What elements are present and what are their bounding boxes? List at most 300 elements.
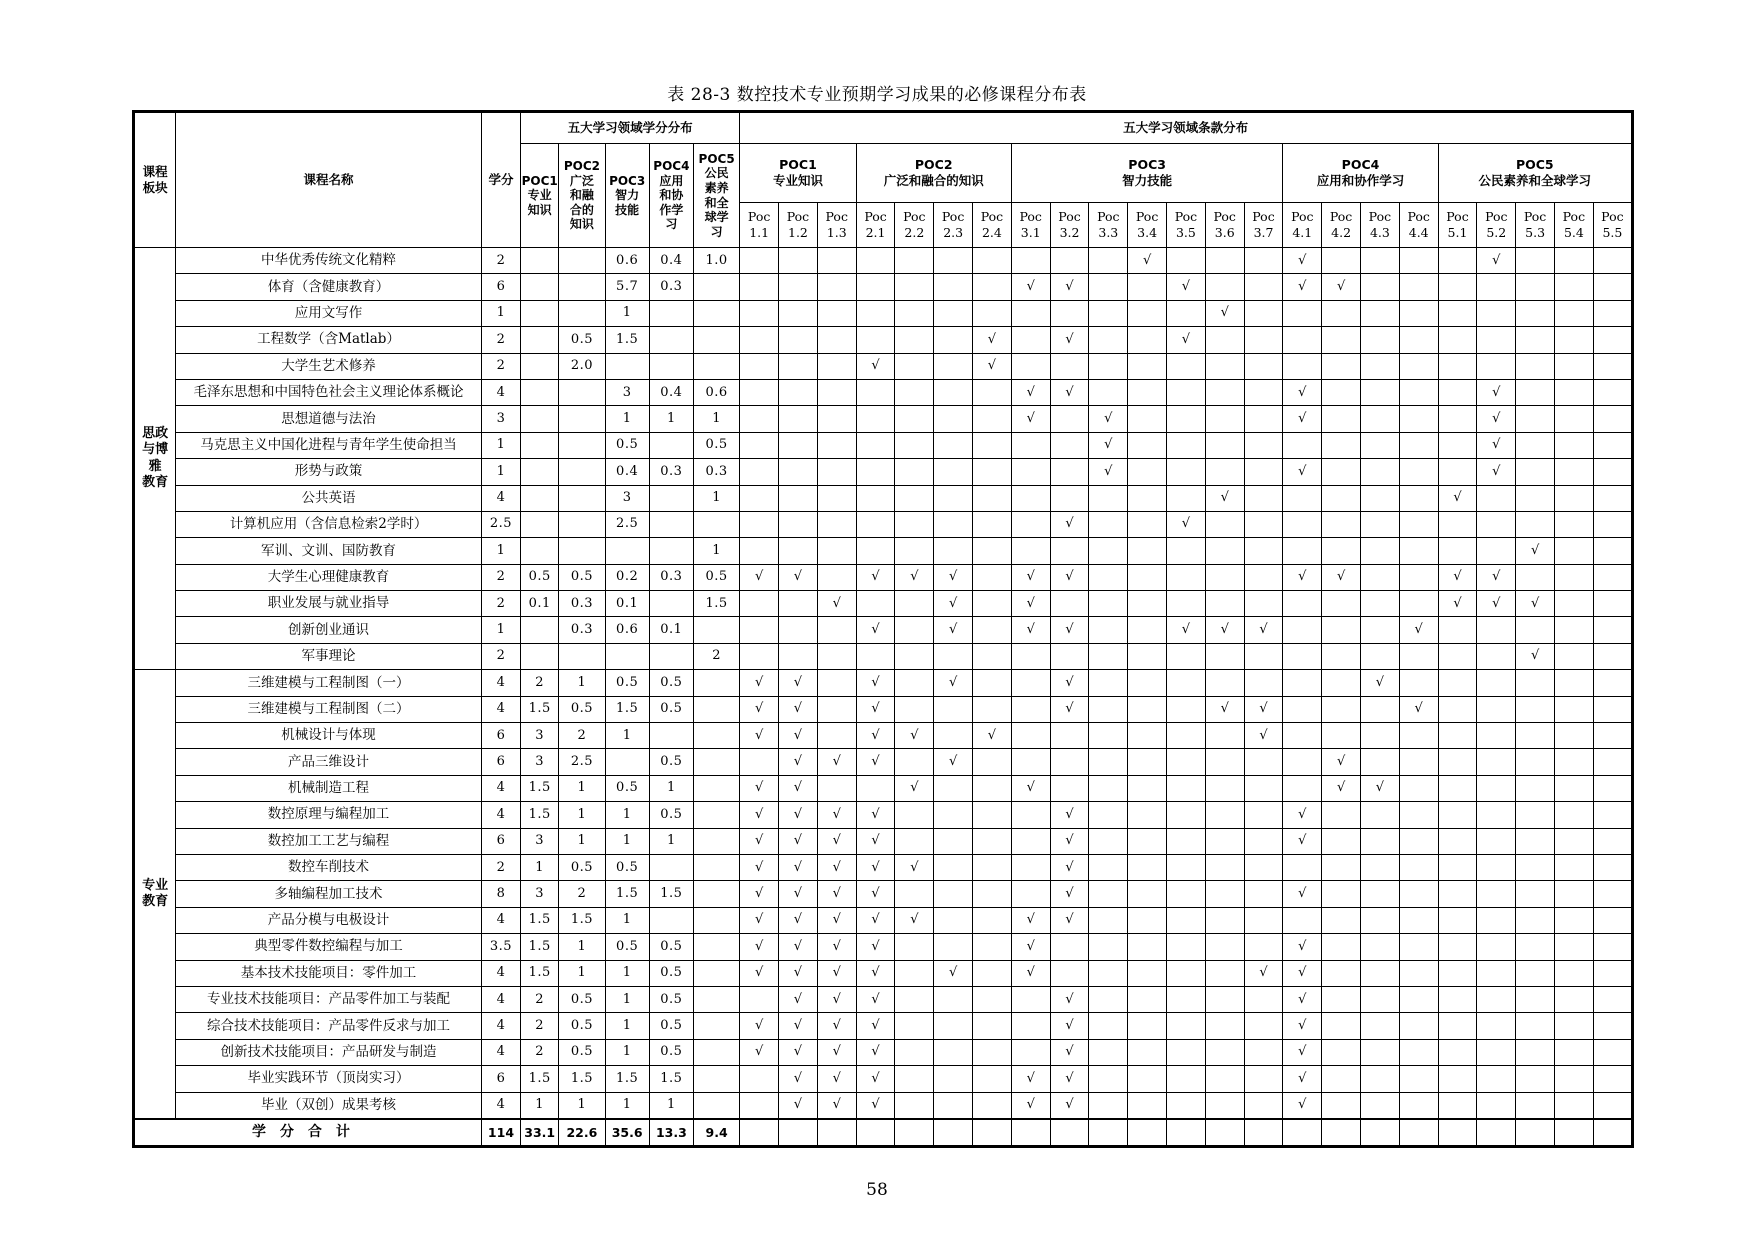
empty-cell <box>1361 538 1400 564</box>
empty-cell <box>1554 643 1593 669</box>
domain-credit-5: 1 <box>694 485 740 511</box>
empty-cell <box>1554 617 1593 643</box>
credit-cell: 6 <box>481 828 520 854</box>
empty-cell <box>934 802 973 828</box>
course-name: 创新创业通识 <box>176 617 482 643</box>
empty-cell <box>1089 274 1128 300</box>
domain-credit-4 <box>649 327 693 353</box>
check-mark: √ <box>779 723 818 749</box>
domain-credit-1: 1 <box>521 1092 559 1119</box>
check-mark: √ <box>779 1039 818 1065</box>
empty-cell <box>856 248 895 274</box>
check-mark: √ <box>856 1039 895 1065</box>
empty-cell <box>1322 511 1361 537</box>
empty-cell <box>1244 353 1283 379</box>
empty-cell <box>1011 802 1050 828</box>
check-mark: √ <box>1011 907 1050 933</box>
header-clause-5-1: Poc 5.1 <box>1438 203 1477 248</box>
empty-cell <box>817 670 856 696</box>
credit-cell: 4 <box>481 1092 520 1119</box>
domain-credit-5 <box>694 1066 740 1092</box>
empty-cell <box>740 327 779 353</box>
empty-cell <box>1322 986 1361 1012</box>
course-name: 公共英语 <box>176 485 482 511</box>
domain-credit-2: 1 <box>559 934 605 960</box>
check-mark: √ <box>1283 1066 1322 1092</box>
table-row <box>134 353 1633 379</box>
empty-cell <box>1438 670 1477 696</box>
empty-cell <box>740 538 779 564</box>
domain-credit-4: 0.3 <box>649 459 693 485</box>
check-mark: √ <box>817 828 856 854</box>
empty-cell <box>1477 986 1516 1012</box>
empty-cell <box>1089 723 1128 749</box>
empty-cell <box>1205 907 1244 933</box>
domain-credit-2: 1 <box>559 802 605 828</box>
empty-cell <box>895 248 934 274</box>
header-clause-5-3: Poc 5.3 <box>1516 203 1555 248</box>
empty-cell <box>895 459 934 485</box>
domain-credit-4: 0.5 <box>649 960 693 986</box>
table-row <box>134 511 1633 537</box>
check-mark: √ <box>1516 538 1555 564</box>
domain-credit-3: 0.5 <box>605 775 649 801</box>
check-mark: √ <box>1011 1066 1050 1092</box>
empty-cell <box>1361 274 1400 300</box>
empty-cell <box>779 248 818 274</box>
credit-cell: 2 <box>481 327 520 353</box>
empty-cell <box>1089 643 1128 669</box>
empty-cell <box>1205 406 1244 432</box>
empty-cell <box>1477 934 1516 960</box>
empty-cell <box>1128 749 1167 775</box>
check-mark: √ <box>1283 1092 1322 1119</box>
course-name: 大学生心理健康教育 <box>176 564 482 590</box>
total-domain-credit-5: 9.4 <box>694 1119 740 1147</box>
empty-cell <box>1516 353 1555 379</box>
empty-cell <box>1205 274 1244 300</box>
check-mark: √ <box>1283 459 1322 485</box>
empty-cell <box>1516 881 1555 907</box>
empty-cell <box>1167 538 1206 564</box>
domain-credit-3: 0.2 <box>605 564 649 590</box>
empty-cell <box>1089 1066 1128 1092</box>
domain-credit-3: 0.1 <box>605 591 649 617</box>
empty-cell <box>1089 485 1128 511</box>
empty-cell <box>1322 591 1361 617</box>
empty-cell <box>1593 854 1632 880</box>
table-row <box>134 379 1633 405</box>
domain-credit-2: 2 <box>559 723 605 749</box>
check-mark: √ <box>1283 248 1322 274</box>
domain-credit-1 <box>521 485 559 511</box>
domain-credit-4: 1.5 <box>649 1066 693 1092</box>
empty-cell <box>1438 511 1477 537</box>
empty-cell <box>1361 406 1400 432</box>
empty-cell <box>934 379 973 405</box>
domain-credit-1: 1.5 <box>521 934 559 960</box>
empty-cell <box>1089 802 1128 828</box>
check-mark: √ <box>1050 1092 1089 1119</box>
course-name: 军事理论 <box>176 643 482 669</box>
empty-cell <box>1128 379 1167 405</box>
credit-cell: 4 <box>481 485 520 511</box>
empty-cell <box>856 406 895 432</box>
check-mark: √ <box>740 960 779 986</box>
empty-cell <box>895 1092 934 1119</box>
empty-cell <box>1244 1066 1283 1092</box>
course-name: 综合技术技能项目：产品零件反求与加工 <box>176 1013 482 1039</box>
empty-cell <box>1516 723 1555 749</box>
empty-cell <box>740 617 779 643</box>
table-row <box>134 749 1633 775</box>
empty-cell <box>1554 960 1593 986</box>
empty-cell <box>740 986 779 1012</box>
check-mark: √ <box>779 1066 818 1092</box>
domain-credit-3: 1 <box>605 960 649 986</box>
empty-cell <box>1477 353 1516 379</box>
empty-cell <box>973 643 1012 669</box>
table-row <box>134 960 1633 986</box>
empty-cell <box>1593 1039 1632 1065</box>
total-domain-credit-4: 13.3 <box>649 1119 693 1147</box>
empty-cell <box>1438 723 1477 749</box>
empty-cell <box>1593 775 1632 801</box>
empty-cell <box>1516 934 1555 960</box>
course-name: 职业发展与就业指导 <box>176 591 482 617</box>
empty-cell <box>934 934 973 960</box>
empty-cell <box>1554 379 1593 405</box>
empty-cell <box>1516 1066 1555 1092</box>
header-clause-4-3: Poc 4.3 <box>1361 203 1400 248</box>
empty-cell <box>1554 696 1593 722</box>
empty-cell <box>1554 353 1593 379</box>
check-mark: √ <box>740 670 779 696</box>
empty-cell <box>1593 511 1632 537</box>
empty-cell <box>1128 670 1167 696</box>
empty-cell <box>1244 511 1283 537</box>
empty-cell <box>1167 828 1206 854</box>
check-mark: √ <box>1438 485 1477 511</box>
empty-cell <box>1477 775 1516 801</box>
header-domain-clause-group-1: POC1 专业知识 <box>740 144 856 203</box>
domain-credit-3: 1.5 <box>605 327 649 353</box>
empty-cell <box>779 274 818 300</box>
domain-credit-1 <box>521 432 559 458</box>
empty-cell <box>973 828 1012 854</box>
empty-cell <box>1516 274 1555 300</box>
check-mark: √ <box>1050 802 1089 828</box>
empty-cell <box>1205 379 1244 405</box>
domain-credit-1 <box>521 379 559 405</box>
check-mark: √ <box>1011 617 1050 643</box>
empty-cell <box>934 432 973 458</box>
domain-credit-3: 3 <box>605 379 649 405</box>
course-name: 计算机应用（含信息检索2学时） <box>176 511 482 537</box>
empty-cell <box>1516 907 1555 933</box>
empty-cell <box>1244 459 1283 485</box>
empty-cell <box>973 300 1012 326</box>
domain-credit-5 <box>694 986 740 1012</box>
domain-credit-1: 3 <box>521 828 559 854</box>
empty-cell <box>1167 696 1206 722</box>
domain-credit-3: 1 <box>605 986 649 1012</box>
domain-credit-5 <box>694 934 740 960</box>
empty-cell <box>1011 538 1050 564</box>
domain-credit-1 <box>521 274 559 300</box>
empty-cell <box>856 274 895 300</box>
empty-cell <box>1593 802 1632 828</box>
empty-cell <box>740 274 779 300</box>
empty-cell <box>973 1066 1012 1092</box>
empty-cell <box>1089 696 1128 722</box>
domain-credit-1: 1.5 <box>521 907 559 933</box>
empty-cell <box>1089 511 1128 537</box>
domain-credit-3: 2.5 <box>605 511 649 537</box>
course-name: 毛泽东思想和中国特色社会主义理论体系概论 <box>176 379 482 405</box>
empty-cell <box>1128 802 1167 828</box>
empty-cell <box>817 538 856 564</box>
domain-credit-5: 0.6 <box>694 379 740 405</box>
credit-cell: 3.5 <box>481 934 520 960</box>
check-mark: √ <box>779 775 818 801</box>
empty-cell <box>740 353 779 379</box>
empty-cell <box>1477 300 1516 326</box>
empty-cell <box>1477 511 1516 537</box>
empty-cell <box>1128 485 1167 511</box>
domain-credit-2: 1 <box>559 960 605 986</box>
empty-cell <box>779 300 818 326</box>
empty-cell <box>1283 327 1322 353</box>
empty-cell <box>1128 327 1167 353</box>
empty-cell <box>817 564 856 590</box>
domain-credit-3: 1 <box>605 907 649 933</box>
empty-cell <box>934 986 973 1012</box>
empty-cell <box>973 459 1012 485</box>
empty-cell <box>1593 881 1632 907</box>
domain-credit-1: 0.1 <box>521 591 559 617</box>
credit-cell: 4 <box>481 960 520 986</box>
check-mark: √ <box>856 802 895 828</box>
empty-cell <box>1167 723 1206 749</box>
empty-cell <box>1283 353 1322 379</box>
empty-cell <box>934 854 973 880</box>
check-mark: √ <box>1477 459 1516 485</box>
check-mark: √ <box>817 881 856 907</box>
empty-cell <box>1438 881 1477 907</box>
domain-credit-5: 1 <box>694 406 740 432</box>
table-row <box>134 1039 1633 1065</box>
domain-credit-5 <box>694 696 740 722</box>
domain-credit-4 <box>649 723 693 749</box>
empty-cell <box>1593 1066 1632 1092</box>
check-mark: √ <box>856 749 895 775</box>
empty-cell <box>1322 1066 1361 1092</box>
empty-cell <box>856 300 895 326</box>
check-mark: √ <box>817 1013 856 1039</box>
empty-cell <box>1089 1119 1128 1147</box>
empty-cell <box>1516 248 1555 274</box>
empty-cell <box>1361 1092 1400 1119</box>
empty-cell <box>1322 881 1361 907</box>
check-mark: √ <box>934 591 973 617</box>
domain-credit-2 <box>559 485 605 511</box>
check-mark: √ <box>817 854 856 880</box>
empty-cell <box>1205 432 1244 458</box>
empty-cell <box>1011 300 1050 326</box>
check-mark: √ <box>856 828 895 854</box>
empty-cell <box>1050 591 1089 617</box>
empty-cell <box>1399 1092 1438 1119</box>
total-credit: 114 <box>481 1119 520 1147</box>
course-name: 大学生艺术修养 <box>176 353 482 379</box>
domain-credit-5 <box>694 274 740 300</box>
empty-cell <box>1399 775 1438 801</box>
course-name: 马克思主义中国化进程与青年学生使命担当 <box>176 432 482 458</box>
empty-cell <box>1554 591 1593 617</box>
empty-cell <box>1322 907 1361 933</box>
check-mark: √ <box>1050 986 1089 1012</box>
empty-cell <box>1322 670 1361 696</box>
domain-credit-2: 1 <box>559 775 605 801</box>
empty-cell <box>934 459 973 485</box>
check-mark: √ <box>779 1013 818 1039</box>
empty-cell <box>1283 511 1322 537</box>
empty-cell <box>1244 907 1283 933</box>
empty-cell <box>1554 670 1593 696</box>
empty-cell <box>1361 1013 1400 1039</box>
domain-credit-4 <box>649 854 693 880</box>
table-row <box>134 564 1633 590</box>
empty-cell <box>1011 670 1050 696</box>
empty-cell <box>1477 538 1516 564</box>
empty-cell <box>895 802 934 828</box>
empty-cell <box>1244 485 1283 511</box>
domain-credit-3: 0.6 <box>605 248 649 274</box>
empty-cell <box>1205 643 1244 669</box>
empty-cell <box>1516 828 1555 854</box>
domain-credit-4 <box>649 485 693 511</box>
empty-cell <box>1554 1013 1593 1039</box>
domain-credit-1 <box>521 459 559 485</box>
empty-cell <box>934 1092 973 1119</box>
credit-cell: 1 <box>481 617 520 643</box>
empty-cell <box>1167 960 1206 986</box>
table-row <box>134 406 1633 432</box>
domain-credit-2 <box>559 538 605 564</box>
check-mark: √ <box>1477 406 1516 432</box>
domain-credit-5: 0.3 <box>694 459 740 485</box>
check-mark: √ <box>779 960 818 986</box>
empty-cell <box>817 459 856 485</box>
empty-cell <box>1244 854 1283 880</box>
domain-credit-1 <box>521 538 559 564</box>
empty-cell <box>1516 986 1555 1012</box>
empty-cell <box>1593 353 1632 379</box>
empty-cell <box>1050 406 1089 432</box>
empty-cell <box>1205 881 1244 907</box>
empty-cell <box>934 511 973 537</box>
empty-cell <box>1516 432 1555 458</box>
empty-cell <box>779 643 818 669</box>
check-mark: √ <box>740 934 779 960</box>
check-mark: √ <box>817 802 856 828</box>
empty-cell <box>1128 1013 1167 1039</box>
empty-cell <box>973 564 1012 590</box>
empty-cell <box>1361 986 1400 1012</box>
domain-credit-5 <box>694 775 740 801</box>
empty-cell <box>1205 775 1244 801</box>
check-mark: √ <box>1011 379 1050 405</box>
empty-cell <box>1089 538 1128 564</box>
empty-cell <box>895 960 934 986</box>
domain-credit-1 <box>521 511 559 537</box>
empty-cell <box>1167 379 1206 405</box>
empty-cell <box>1244 274 1283 300</box>
empty-cell <box>1128 432 1167 458</box>
empty-cell <box>1167 749 1206 775</box>
header-clause-1-2: Poc 1.2 <box>779 203 818 248</box>
domain-credit-2 <box>559 248 605 274</box>
empty-cell <box>1593 432 1632 458</box>
check-mark: √ <box>1205 300 1244 326</box>
check-mark: √ <box>856 907 895 933</box>
empty-cell <box>1244 749 1283 775</box>
empty-cell <box>1244 934 1283 960</box>
domain-credit-5: 0.5 <box>694 432 740 458</box>
empty-cell <box>1050 432 1089 458</box>
empty-cell <box>1399 485 1438 511</box>
domain-credit-1: 3 <box>521 723 559 749</box>
check-mark: √ <box>973 723 1012 749</box>
empty-cell <box>1438 749 1477 775</box>
empty-cell <box>895 485 934 511</box>
course-name: 多轴编程加工技术 <box>176 881 482 907</box>
empty-cell <box>1554 327 1593 353</box>
empty-cell <box>1477 1013 1516 1039</box>
empty-cell <box>740 379 779 405</box>
check-mark: √ <box>817 986 856 1012</box>
domain-credit-1 <box>521 248 559 274</box>
empty-cell <box>1089 986 1128 1012</box>
empty-cell <box>1554 406 1593 432</box>
check-mark: √ <box>934 960 973 986</box>
credit-cell: 8 <box>481 881 520 907</box>
domain-credit-1: 2 <box>521 1039 559 1065</box>
domain-credit-2: 0.5 <box>559 1013 605 1039</box>
check-mark: √ <box>1011 591 1050 617</box>
header-clause-distribution: 五大学习领域条款分布 <box>740 112 1633 144</box>
empty-cell <box>1361 1066 1400 1092</box>
empty-cell <box>895 300 934 326</box>
domain-credit-5 <box>694 353 740 379</box>
check-mark: √ <box>1477 432 1516 458</box>
check-mark: √ <box>740 828 779 854</box>
empty-cell <box>1011 1039 1050 1065</box>
check-mark: √ <box>1283 564 1322 590</box>
total-label: 学分合计 <box>134 1119 482 1147</box>
table-title: 表 28-3 数控技术专业预期学习成果的必修课程分布表 <box>667 85 1087 105</box>
domain-credit-5 <box>694 854 740 880</box>
domain-credit-4: 0.5 <box>649 670 693 696</box>
empty-cell <box>1399 907 1438 933</box>
check-mark: √ <box>740 564 779 590</box>
empty-cell <box>1128 1066 1167 1092</box>
credit-cell: 6 <box>481 274 520 300</box>
domain-credit-5: 2 <box>694 643 740 669</box>
empty-cell <box>779 511 818 537</box>
domain-credit-5 <box>694 327 740 353</box>
